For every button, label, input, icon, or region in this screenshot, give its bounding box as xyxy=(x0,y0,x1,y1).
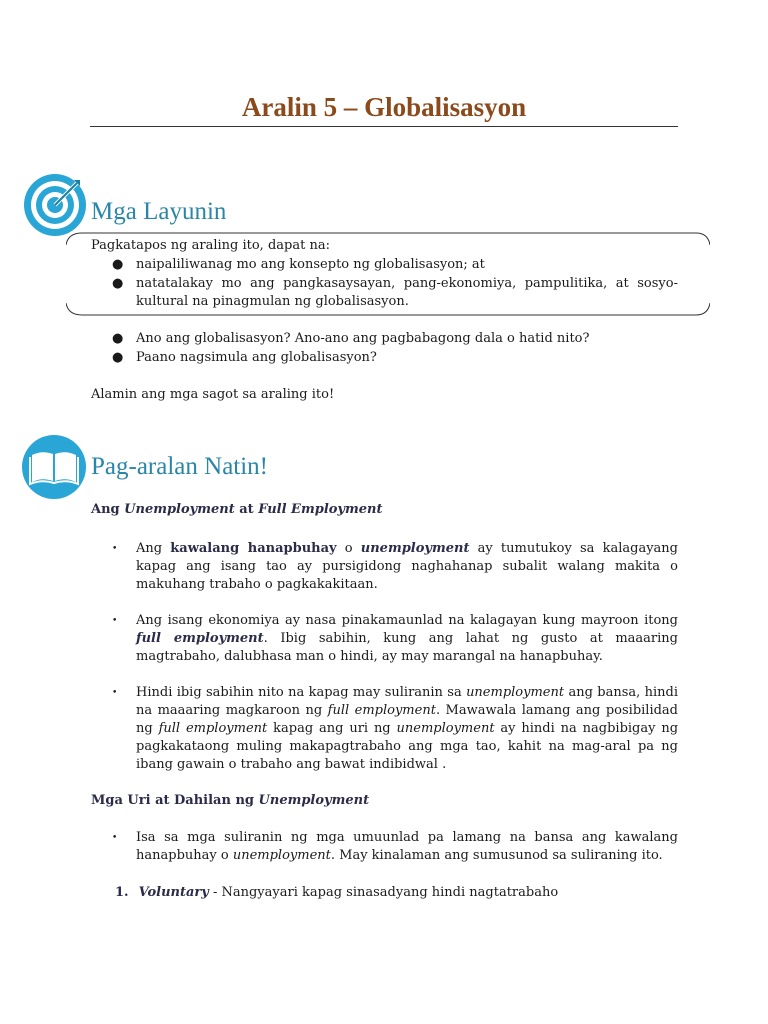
alamin-text: Alamin ang mga sagot sa araling ito! xyxy=(91,387,335,402)
pagaralan-heading: Pag-aralan Natin! xyxy=(91,453,269,480)
title-divider xyxy=(90,126,678,127)
numbered-item: 1. Voluntary - Nangyayari kapag sinasadyang hindi nagtatrabaho xyxy=(115,885,559,900)
list-item: ● naipaliliwanag mo ang konsepto ng globalisasyon; at xyxy=(112,257,485,272)
target-icon xyxy=(22,172,88,238)
page-title: Aralin 5 – Globalisasyon xyxy=(241,92,527,122)
layunin-intro: Pagkatapos ng araling ito, dapat na: xyxy=(91,238,330,253)
list-item: ● Ano ang globalisasyon? Ano-ano ang pagbabagong dala o hatid nito? xyxy=(112,331,590,346)
list-item: • Ang kawalang hanapbuhay o unemployment ay tumutukoy sa kalagayang kapag ang isang tao ay pursigidong naghahanap subalit walang makita o makuhang trabaho o pagkakakitaan. xyxy=(112,541,679,592)
list-item: • Ang isang ekonomiya ay nasa pinakamaunlad na kalagayan kung mayroon itong full employment. Ibig sabihin, kung ang lahat ng gusto at maaaring magtrabaho, dalubhasa man o hindi, ay may marangal na hanapbuhay. xyxy=(112,613,678,664)
book-icon xyxy=(22,435,86,499)
layunin-heading: Mga Layunin xyxy=(91,198,227,225)
list-item: • Isa sa mga suliranin ng mga umuunlad pa lamang na bansa ang kawalang hanapbuhay o unemployment. May kinalaman ang sumusunod sa suliraning ito. xyxy=(112,830,678,863)
list-item: • Hindi ibig sabihin nito na kapag may suliranin sa unemployment ang bansa, hindi na maaaring magkaroon ng full employment. Mawawala lamang ang posibilidad ng full employment kapag ang uri ng unemployment ay hindi na nagbibigay ng pagkakataong muling makapagtrabaho ang mga tao, kahit na mag-aral pa ng ibang gawain o trabaho ang bawat indibidwal . xyxy=(112,685,679,772)
list-item: ● natatalakay mo ang pangkasaysayan, pang-ekonomiya, pampulitika, at sosyo-kultural na pinagmulan ng globalisasyon. xyxy=(112,276,678,309)
subheading-uri: Mga Uri at Dahilan ng Unemployment xyxy=(91,793,370,808)
list-item: ● Paano nagsimula ang globalisasyon? xyxy=(112,350,377,365)
subheading-unemployment: Ang Unemployment at Full Employment xyxy=(91,502,383,517)
